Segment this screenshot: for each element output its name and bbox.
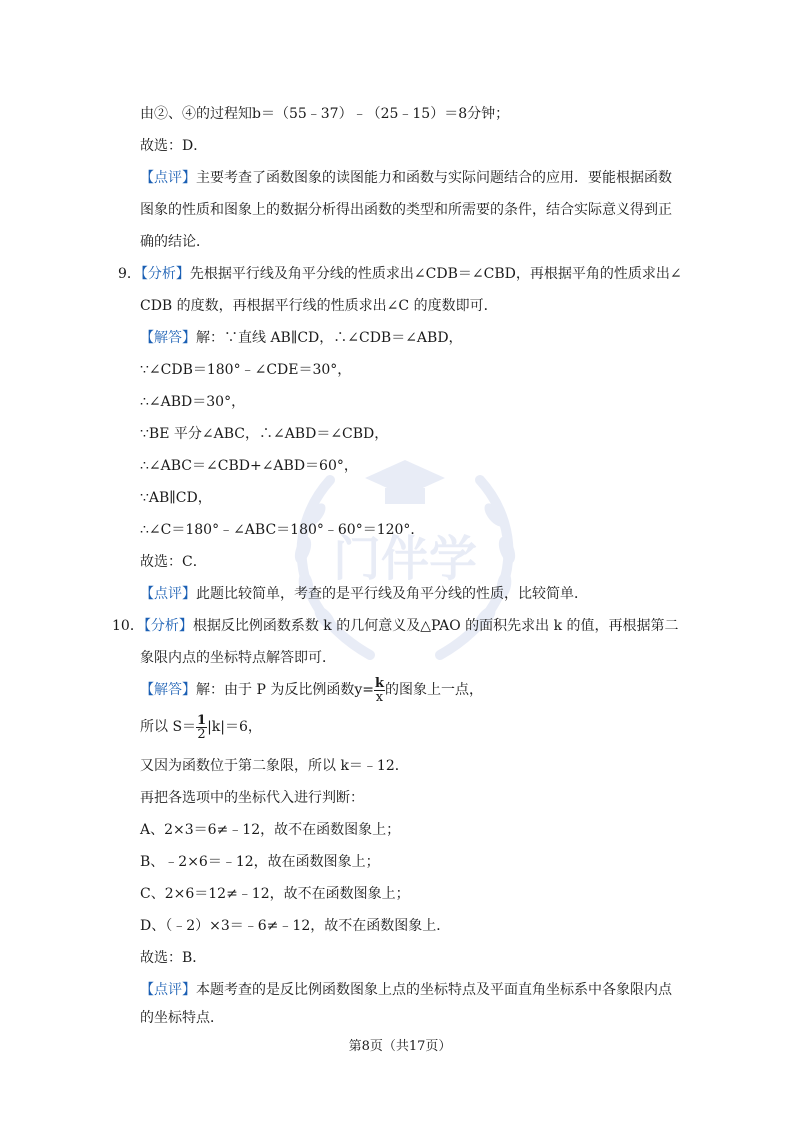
text-line: 确的结论． xyxy=(140,234,210,250)
text-line: ∴∠ABC＝∠CBD+∠ABD＝60°， xyxy=(140,458,358,474)
analysis-tag: 【分析】 xyxy=(140,266,190,282)
text-line: ∵AB∥CD， xyxy=(140,490,212,506)
text-line: 故选：B． xyxy=(140,950,207,966)
text-line: 又因为函数位于第二象限，所以 k＝﹣12． xyxy=(140,758,409,774)
text-line: ∴∠ABD＝30°， xyxy=(140,394,246,410)
fraction-half: $\frac{1}{2}$ xyxy=(197,712,207,742)
text-line: ∵BE 平分∠ABC，∴∠ABD＝∠CBD， xyxy=(140,426,389,442)
text-line: 所以 S＝ $\frac{1}{2}$ |k|＝6， xyxy=(140,712,262,742)
text-line: 的坐标特点． xyxy=(140,1010,224,1026)
watermark-logo xyxy=(270,440,540,680)
analysis-tag: 【分析】 xyxy=(143,618,193,634)
text-line: CDB 的度数，再根据平行线的性质求出∠C 的度数即可． xyxy=(140,298,498,314)
watermark-text: 门伴学 xyxy=(332,531,478,587)
comment-tag: 【点评】 xyxy=(140,586,196,602)
answer-tag: 【解答】 xyxy=(140,330,196,346)
text-line: 故选：D． xyxy=(140,138,208,154)
text-line: D、（﹣2）×3＝﹣6≠﹣12，故不在函数图象上． xyxy=(140,918,451,934)
text-line: 象限内点的坐标特点解答即可． xyxy=(140,650,336,666)
comment-paragraph: 【点评】主要考查了函数图象的读图能力和函数与实际问题结合的应用．要能根据函数 xyxy=(140,170,672,186)
question-number: 9． xyxy=(118,266,141,282)
text-line: C、2×6＝12≠﹣12，故不在函数图象上； xyxy=(140,886,410,902)
text-line: A、2×3＝6≠﹣12，故不在函数图象上； xyxy=(140,822,401,838)
comment-tag: 【点评】 xyxy=(140,170,196,186)
text-line: 图象的性质和图象上的数据分析得出函数的类型和所需要的条件，结合实际意义得到正 xyxy=(140,202,672,218)
comment-tag: 【点评】 xyxy=(140,982,196,998)
text-line: 故选：C． xyxy=(140,554,207,570)
question-10-analysis: 10．【分析】根据反比例函数系数 k 的几何意义及△PAO 的面积先求出 k 的值，再根据第二 xyxy=(112,618,679,634)
function-formula: y= $\frac{k}{x}$ xyxy=(354,675,384,705)
question-9-comment: 【点评】此题比较简单，考查的是平行线及角平分线的性质，比较简单． xyxy=(140,586,588,602)
text-line: 由②、④的过程知b＝（55﹣37）﹣（25﹣15）＝8分钟； xyxy=(140,106,510,122)
answer-tag: 【解答】 xyxy=(140,682,196,698)
text-line: ∵∠CDB＝180°﹣∠CDE＝30°， xyxy=(140,362,352,378)
text-line: ∴∠C＝180°﹣∠ABC＝180°﹣60°＝120°． xyxy=(140,522,425,538)
question-9-analysis: 9．【分析】先根据平行线及角平分线的性质求出∠CDB＝∠CBD，再根据平角的性质求出∠ xyxy=(118,266,682,282)
text-line: B、﹣2×6＝﹣12，故在函数图象上； xyxy=(140,854,380,870)
question-number: 10． xyxy=(112,618,144,634)
question-10-comment: 【点评】本题考查的是反比例函数图象上点的坐标特点及平面直角坐标系中各象限内点 xyxy=(140,982,672,998)
text-line: 再把各选项中的坐标代入进行判断： xyxy=(140,790,364,806)
question-9-answer: 【解答】解：∵直线 AB∥CD，∴∠CDB＝∠ABD， xyxy=(140,330,463,346)
page-footer: 第8页（共17页） xyxy=(348,1039,452,1054)
question-10-answer: 【解答】解：由于 P 为反比例函数y= $\frac{k}{x}$ 的图象上一点， xyxy=(140,675,483,705)
